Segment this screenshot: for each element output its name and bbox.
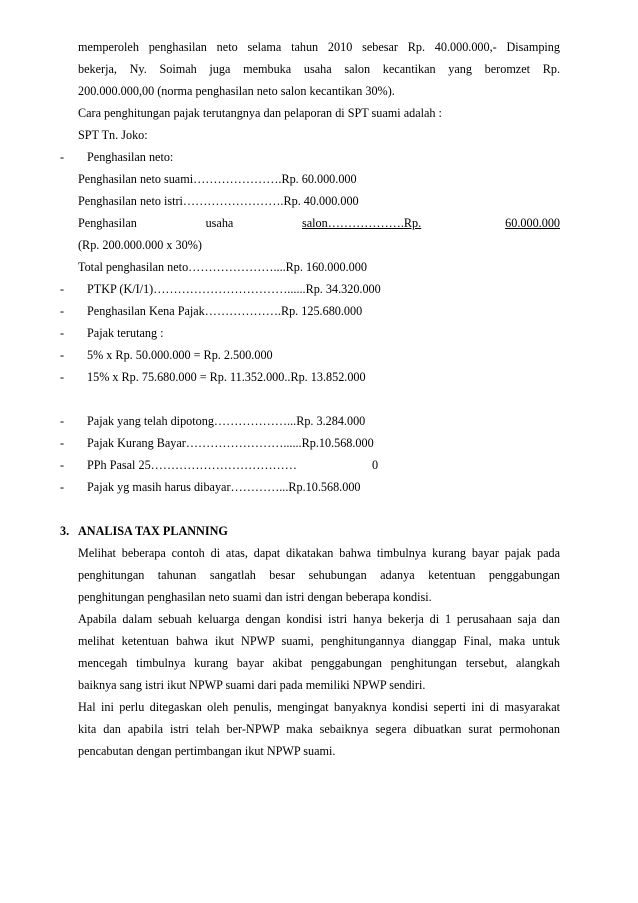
analysis-line-7: baiknya sang istri ikut NPWP suami dari pada memiliki NPWP sendiri. xyxy=(78,678,426,692)
analysis-line-8: Hal ini perlu ditegaskan oleh penulis, mengingat banyaknya kondisi seperti ini di masyarakat xyxy=(78,700,560,714)
pph25-value: 0 xyxy=(372,458,379,472)
salon-col2: usaha xyxy=(205,216,234,230)
intro-line-3: 200.000.000,00 (norma penghasilan neto salon kecantikan 30%). xyxy=(78,84,395,98)
analysis-line-10: pencabutan dengan pertimbangan ikut NPWP suami. xyxy=(78,744,336,758)
list-dash: - xyxy=(60,414,65,428)
list-dash: - xyxy=(60,458,65,472)
salon-amount: 60.000.000 xyxy=(505,216,560,230)
analysis-line-4: Apabila dalam sebuah keluarga dengan kondisi istri hanya bekerja di 1 perusahaan saja dan xyxy=(78,612,560,626)
total-line: Total penghasilan neto…………………....Rp. 160.000.000 xyxy=(78,260,367,274)
list-dash: - xyxy=(60,282,65,296)
intro-line-2: bekerja, Ny. Soimah juga membuka usaha salon kecantikan yang beromzet Rp. xyxy=(78,62,560,76)
penghasilan-neto-label: Penghasilan neto: xyxy=(87,150,174,164)
analysis-line-6: mencegah timbulnya kurang bayar akibat penggabungan penghitungan tersebut, alangkah xyxy=(78,656,560,670)
neto-istri-line: Penghasilan neto istri…………………….Rp. 40.000.000 xyxy=(78,194,359,208)
salon-formula: (Rp. 200.000.000 x 30%) xyxy=(78,238,202,252)
tarif15-line: 15% x Rp. 75.680.000 = Rp. 11.352.000..Rp. 13.852.000 xyxy=(87,370,366,384)
salon-col3: salon……………….Rp. xyxy=(302,216,422,230)
pkp-line: Penghasilan Kena Pajak……………….Rp. 125.680.000 xyxy=(87,304,363,318)
ptkp-line: PTKP (K/I/1)……………………………......Rp. 34.320.000 xyxy=(87,282,381,296)
list-dash: - xyxy=(60,326,65,340)
pajak-terutang-label: Pajak terutang : xyxy=(87,326,164,340)
list-dash: - xyxy=(60,480,65,494)
analysis-line-3: penghitungan penghasilan neto suami dan istri dengan beberapa kondisi. xyxy=(78,590,432,604)
section-number: 3. xyxy=(60,524,70,538)
analysis-line-1: Melihat beberapa contoh di atas, dapat dikatakan bahwa timbulnya kurang bayar pajak pada xyxy=(78,546,560,560)
neto-suami-line: Penghasilan neto suami………………….Rp. 60.000.000 xyxy=(78,172,357,186)
list-dash: - xyxy=(60,150,65,164)
section-title: ANALISA TAX PLANNING xyxy=(78,524,228,538)
tarif5-line: 5% x Rp. 50.000.000 = Rp. 2.500.000 xyxy=(87,348,273,362)
intro-line-4: Cara penghitungan pajak terutangnya dan pelaporan di SPT suami adalah : xyxy=(78,106,442,120)
intro-line-5: SPT Tn. Joko: xyxy=(78,128,148,142)
masih-dibayar-line: Pajak yg masih harus dibayar…………...Rp.10.568.000 xyxy=(87,480,361,494)
pph25-line xyxy=(87,454,557,476)
analysis-line-5: melihat ketentuan bahwa ikut NPWP suami, penghitungannya dianggap Final, maka untuk xyxy=(78,634,560,648)
dipotong-line: Pajak yang telah dipotong………………...Rp. 3.284.000 xyxy=(87,414,366,428)
list-dash: - xyxy=(60,436,65,450)
list-dash: - xyxy=(60,370,65,384)
salon-line xyxy=(78,212,560,234)
pph25-label: PPh Pasal 25……………………………… xyxy=(87,458,297,472)
salon-underlined xyxy=(302,212,560,234)
kurang-bayar-line: Pajak Kurang Bayar……………………......Rp.10.568.000 xyxy=(87,436,374,450)
list-dash: - xyxy=(60,348,65,362)
salon-col1: Penghasilan xyxy=(78,216,137,230)
analysis-line-2: penghitungan tahunan sangatlah besar sehubungan adanya ketentuan penggabungan xyxy=(78,568,560,582)
analysis-line-9: kita dan apabila istri telah ber-NPWP maka sebaiknya segera dibuatkan surat permohonan xyxy=(78,722,560,736)
intro-line-1: memperoleh penghasilan neto selama tahun 2010 sebesar Rp. 40.000.000,- Disamping xyxy=(78,40,560,54)
list-dash: - xyxy=(60,304,65,318)
